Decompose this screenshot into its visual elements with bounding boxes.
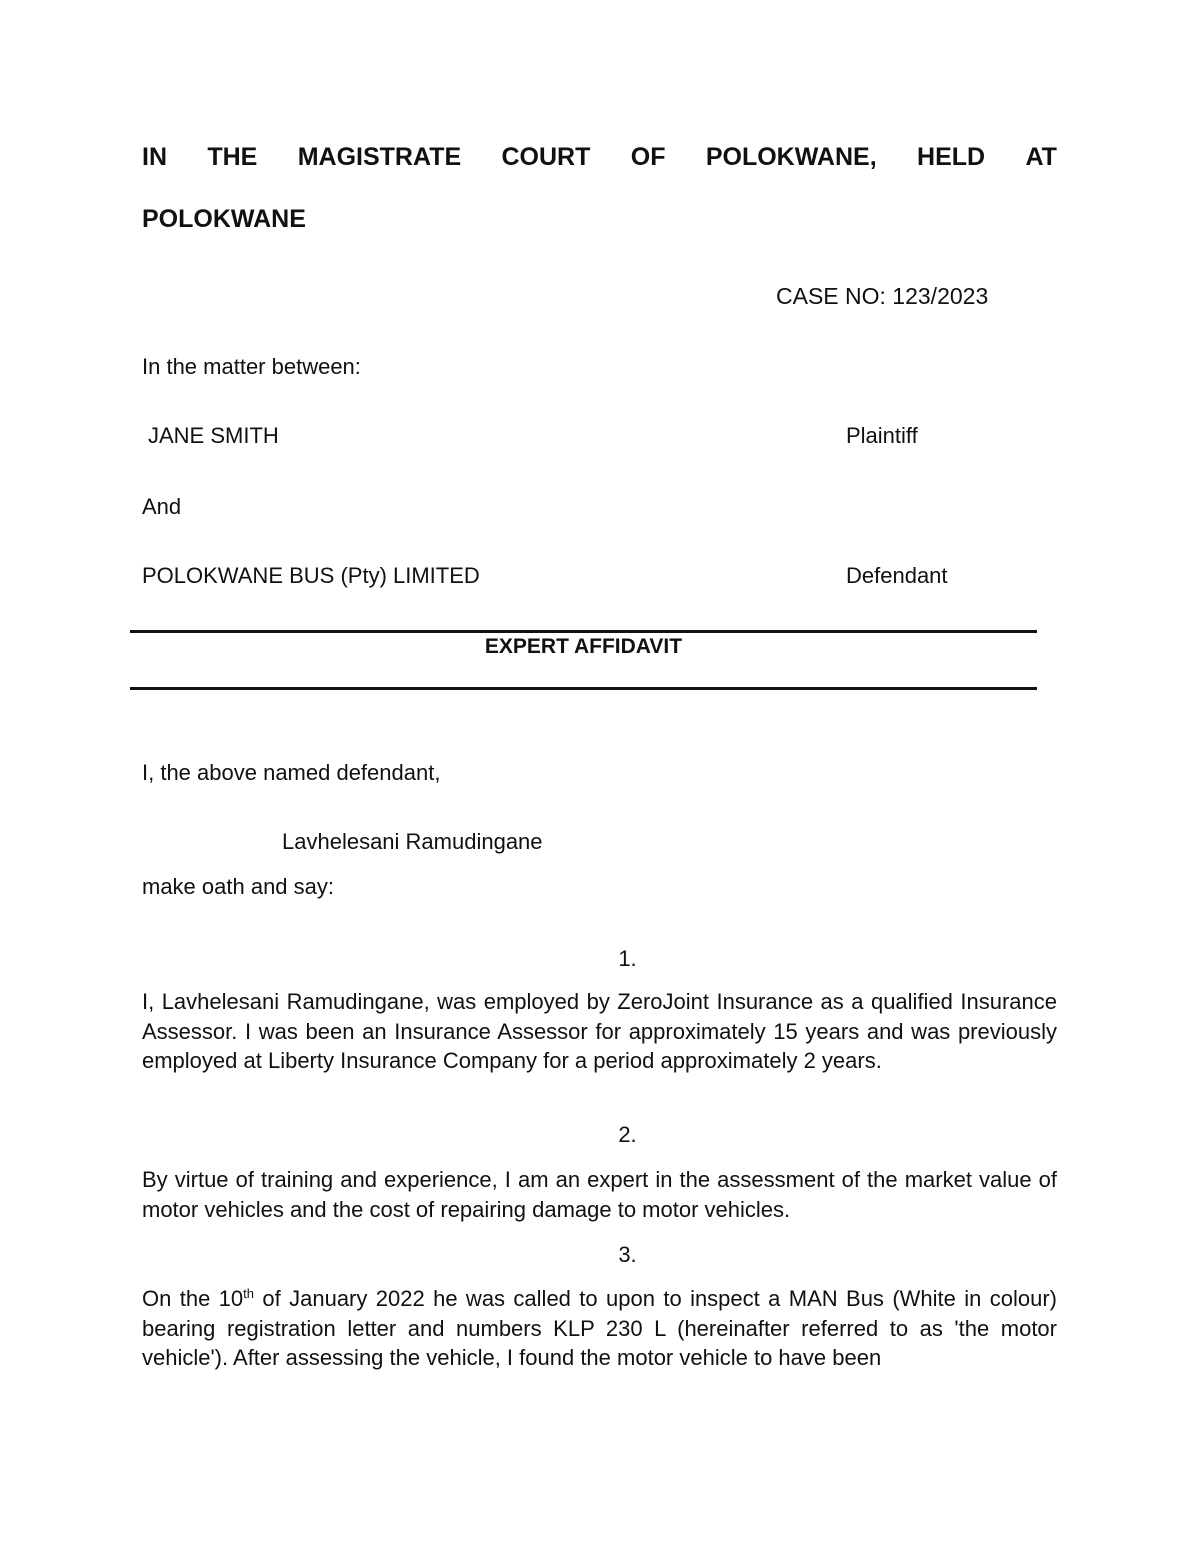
court-title-line-1 [142, 142, 1057, 172]
intro-statement: I, the above named defendant, [142, 760, 441, 785]
oath-statement: make oath and say: [142, 874, 335, 899]
court-title-word: MAGISTRATE [297, 143, 462, 171]
defendant-role: Defendant [846, 563, 948, 588]
court-title-word: AT [1025, 143, 1057, 171]
court-title-word: COURT [501, 143, 591, 171]
and-label: And [142, 494, 182, 519]
defendant-name: POLOKWANE BUS (Pty) LIMITED [142, 563, 480, 588]
matter-between-label: In the matter between: [142, 354, 361, 379]
heading-rule-top [130, 630, 1037, 633]
court-title-word: OF [630, 143, 666, 171]
court-title-line-2: POLOKWANE [142, 205, 306, 233]
paragraph-text: I, Lavhelesani Ramudingane, was employed by ZeroJoint Insurance as a qualified Insurance Assessor. I was been an Insurance Assessor for approximately 15 years and was previously employed at Liberty Insurance Company for a period approximately 2 years. [142, 989, 1057, 1073]
deponent-name: Lavhelesani Ramudingane [282, 829, 543, 854]
plaintiff-role: Plaintiff [846, 423, 918, 448]
paragraph-number: 1. [618, 946, 637, 971]
paragraph-text-part: On the 10 [142, 1286, 244, 1311]
court-title-word: THE [207, 143, 258, 171]
paragraph-number: 3. [618, 1242, 637, 1267]
paragraph-number: 2. [618, 1122, 637, 1147]
court-title-word: IN [142, 143, 167, 171]
document-heading: EXPERT AFFIDAVIT [484, 635, 683, 658]
paragraph-text-part: of January 2022 he was called to upon to inspect a MAN Bus (White in colour) bearing registration letter and numbers KLP 230 L (hereinafter referred to as 'the motor vehicle'). After assessing the vehicle, I found the motor vehicle to have been [142, 1286, 1057, 1370]
court-title-word: POLOKWANE, [705, 143, 877, 171]
paragraph-text [142, 1284, 1057, 1373]
court-title-word: HELD [917, 143, 986, 171]
plaintiff-name: JANE SMITH [148, 423, 279, 448]
ordinal-suffix: th [243, 1286, 255, 1301]
heading-rule-bottom [130, 687, 1037, 690]
case-number: CASE NO: 123/2023 [776, 283, 989, 309]
paragraph-text: By virtue of training and experience, I am an expert in the assessment of the market value of motor vehicles and the cost of repairing damage to motor vehicles. [142, 1167, 1057, 1222]
